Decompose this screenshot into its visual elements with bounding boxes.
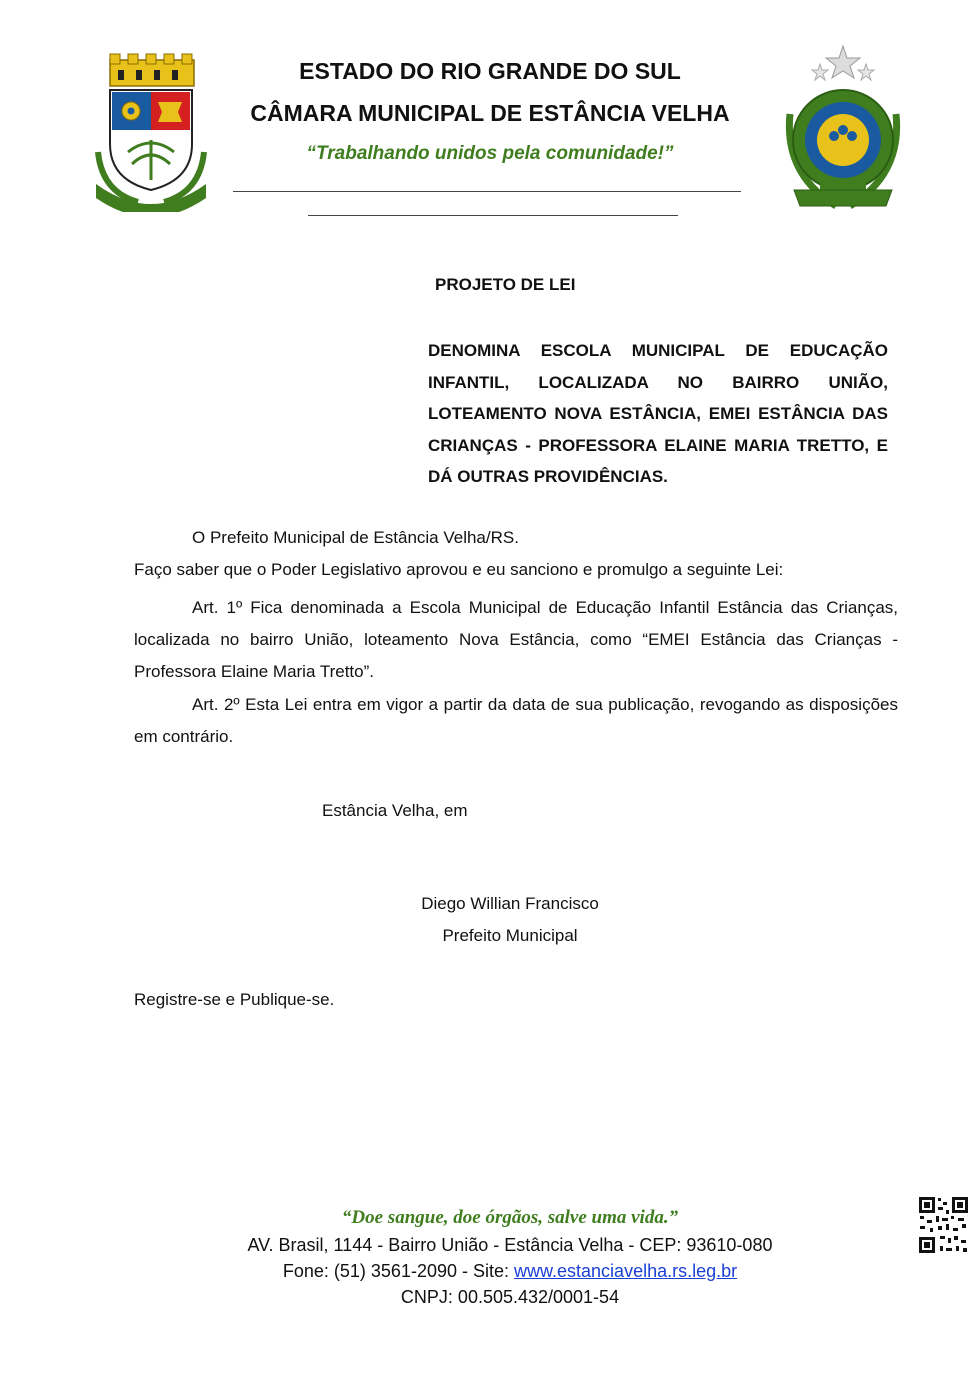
promulgation-line: Faço saber que o Poder Legislativo aprovou e eu sanciono e promulgo a seguinte Lei:: [134, 560, 784, 579]
place-date: Estância Velha, em: [322, 801, 468, 820]
document-type: PROJETO DE LEI: [435, 275, 576, 294]
website-link[interactable]: www.estanciavelha.rs.leg.br: [514, 1261, 738, 1281]
article-1: Art. 1º Fica denominada a Escola Municipal de Educação Infantil Estância das Crianças, localizada no bairro União, loteamento Nova Estância, como “EMEI Estância das Crianças - Professora Elaine Maria Tretto”.: [134, 598, 898, 681]
chamber-heading: CÂMARA MUNICIPAL DE ESTÂNCIA VELHA: [250, 100, 730, 126]
footer-motto: “Doe sangue, doe órgãos, salve uma vida.”: [341, 1207, 679, 1228]
footer-phone: Fone: (51) 3561-2090 - Site:: [282, 1261, 515, 1281]
law-summary: DENOMINA ESCOLA MUNICIPAL DE EDUCAÇÃO INFANTIL, LOCALIZADA NO BAIRRO UNIÃO, LOTEAMENTO NOVA ESTÂNCIA, EMEI ESTÂNCIA DAS CRIANÇAS - PROFESSORA ELAINE MARIA TRETTO, E DÁ OUTRAS PROVIDÊNCIAS.: [428, 341, 888, 486]
header-motto: “Trabalhando unidos pela comunidade!”: [306, 143, 674, 164]
signer-role: Prefeito Municipal: [442, 926, 578, 945]
qr-code-icon: [918, 1196, 969, 1254]
signer-name: Diego Willian Francisco: [421, 894, 599, 913]
state-heading: ESTADO DO RIO GRANDE DO SUL: [299, 58, 681, 84]
header-divider: [233, 191, 741, 192]
footer-cnpj: CNPJ: 00.505.432/0001-54: [400, 1287, 620, 1307]
chamber-seal: [776, 44, 910, 216]
preamble-line: O Prefeito Municipal de Estância Velha/RS.: [192, 528, 519, 547]
header-divider-short: [308, 215, 678, 216]
article-2: Art. 2º Esta Lei entra em vigor a partir da data de sua publicação, revogando as disposições em contrário.: [134, 695, 898, 746]
footer-contact: [160, 1261, 860, 1282]
footer-address: AV. Brasil, 1144 - Bairro União - Estância Velha - CEP: 93610-080: [247, 1235, 773, 1255]
municipal-coat-of-arms: [88, 52, 214, 212]
closing-line: Registre-se e Publique-se.: [134, 990, 335, 1009]
